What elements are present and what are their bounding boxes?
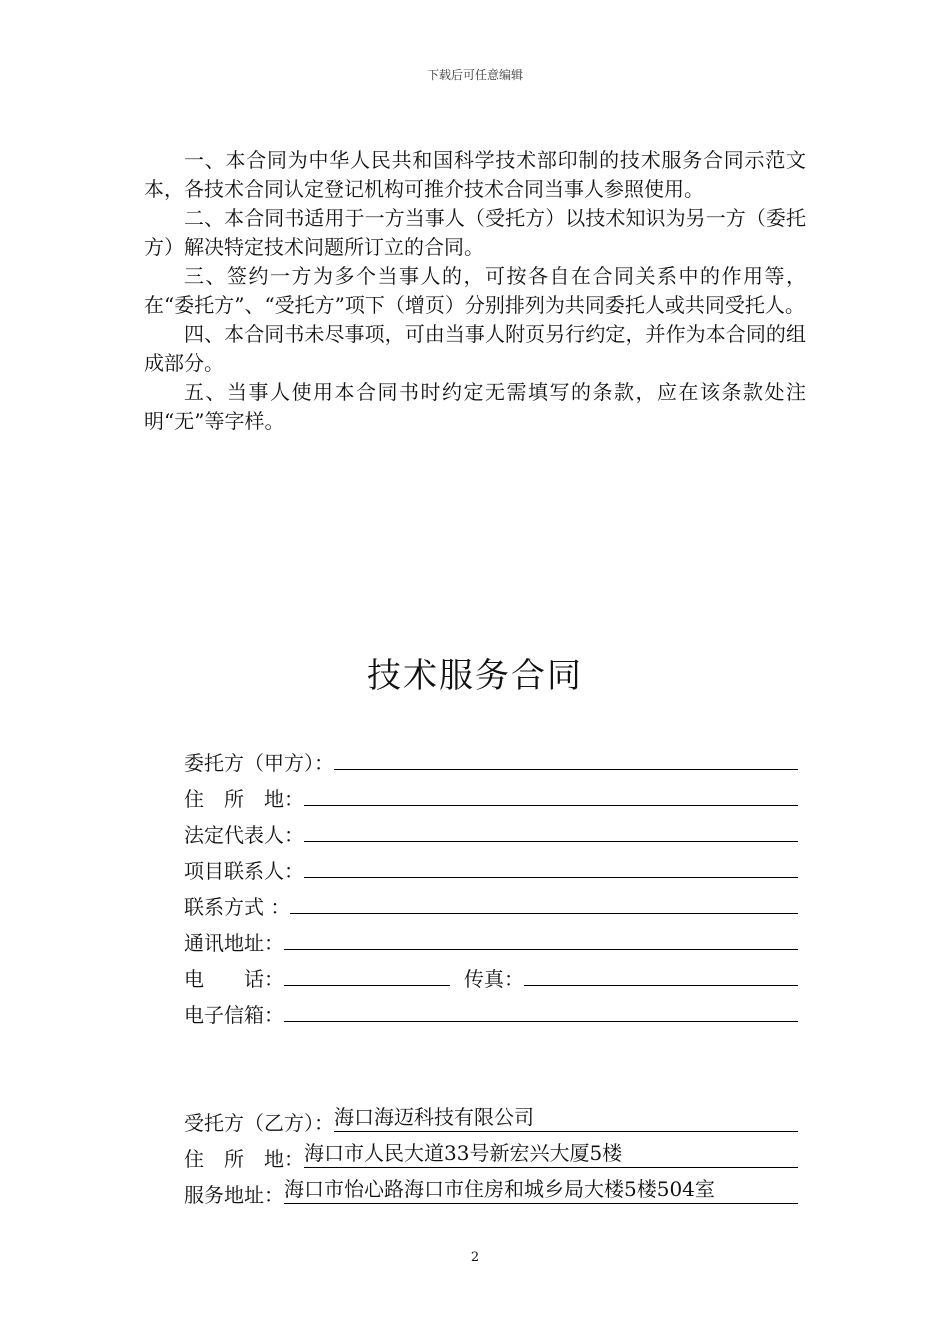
usage-notes — [144, 146, 806, 436]
mail-address-row — [184, 920, 798, 956]
fax-field[interactable] — [524, 963, 798, 986]
trustee-address-value[interactable]: 海口市人民大道33号新宏兴大厦5楼 — [304, 1137, 798, 1168]
contract-title: 技术服务合同 — [367, 656, 583, 696]
address-row — [184, 776, 798, 812]
mail-address-label: 通讯地址： — [184, 931, 284, 955]
party-a-section — [184, 740, 798, 1028]
address-label: 住 所 地： — [184, 787, 304, 811]
trustee-label: 受托方（乙方）： — [184, 1111, 334, 1135]
client-label: 委托方（甲方）： — [184, 751, 334, 775]
contact-person-label: 项目联系人： — [184, 859, 304, 883]
legal-rep-label: 法定代表人： — [184, 823, 304, 847]
page-header: 下载后可任意编辑 — [426, 68, 523, 82]
note-item: 五、当事人使用本合同书时约定无需填写的条款，应在该条款处注明“无”等字样。 — [144, 380, 806, 433]
note-item: 一、本合同为中华人民共和国科学技术部印制的技术服务合同示范文本，各技术合同认定登记机构可推介技术合同当事人参照使用。 — [144, 148, 806, 201]
phone-fax-row — [184, 956, 798, 992]
mail-address-field[interactable] — [284, 927, 798, 950]
client-row — [184, 740, 798, 776]
service-address-label: 服务地址： — [184, 1183, 284, 1207]
phone-field[interactable] — [284, 963, 450, 986]
trustee-row — [184, 1100, 798, 1136]
contact-person-field[interactable] — [304, 855, 798, 878]
contact-method-field[interactable] — [290, 891, 798, 914]
email-row — [184, 992, 798, 1028]
note-item: 二、本合同书适用于一方当事人（受托方）以技术知识为另一方（委托方）解决特定技术问题所订立的合同。 — [144, 206, 806, 259]
note-item: 四、本合同书未尽事项，可由当事人附页另行约定，并作为本合同的组成部分。 — [144, 322, 806, 375]
party-b-section — [184, 1100, 798, 1208]
contact-method-row — [184, 884, 798, 920]
page-number: 2 — [470, 1250, 480, 1265]
phone-label: 电 话： — [184, 967, 284, 991]
legal-rep-row — [184, 812, 798, 848]
client-field[interactable] — [334, 747, 798, 770]
trustee-address-row — [184, 1136, 798, 1172]
email-field[interactable] — [284, 999, 798, 1022]
address-field[interactable] — [304, 783, 798, 806]
legal-rep-field[interactable] — [304, 819, 798, 842]
trustee-value[interactable]: 海口海迈科技有限公司 — [334, 1101, 798, 1132]
email-label: 电子信箱： — [184, 1003, 284, 1027]
contact-person-row — [184, 848, 798, 884]
service-address-row — [184, 1172, 798, 1208]
service-address-value[interactable]: 海口市怡心路海口市住房和城乡局大楼5楼504室 — [284, 1173, 798, 1204]
contact-method-label: 联系方式 ： — [184, 895, 291, 919]
trustee-address-label: 住 所 地： — [184, 1147, 304, 1171]
fax-label: 传真： — [464, 967, 524, 991]
note-item: 三、签约一方为多个当事人的，可按各自在合同关系中的作用等，在“委托方”、“受托方”项下（增页）分别排列为共同委托人或共同受托人。 — [144, 264, 806, 317]
